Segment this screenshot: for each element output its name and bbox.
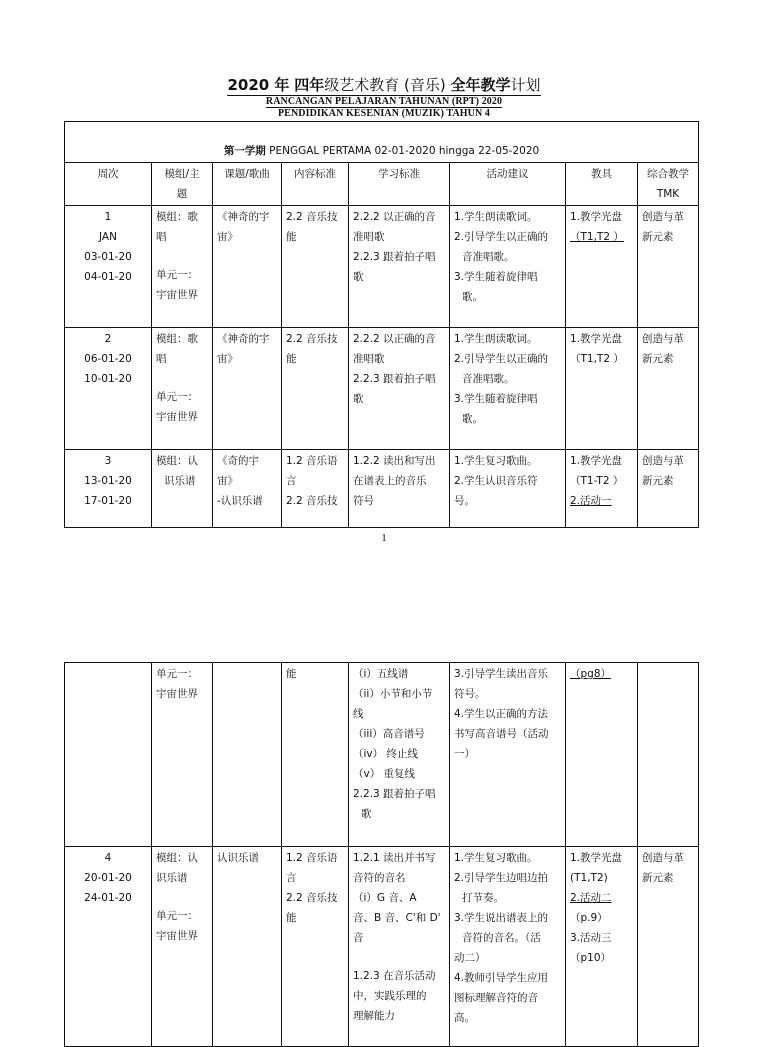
cell-tmk: 创造与革 新元素	[638, 206, 699, 328]
cell-learning: 1.2.2 读出和写出 在谱表上的音乐 符号	[349, 450, 450, 528]
page-title	[0, 74, 768, 95]
cell-content: 2.2 音乐技 能	[282, 328, 349, 450]
plan-table-page2	[64, 662, 699, 1047]
cell-activity: 1.学生复习歌曲。 2.引导学生边唱边拍 打节奏。 3.学生说出谱表上的 音符的音名。（活 动二） 4.教师引导学生应用 图标理解音符的音 高。	[450, 847, 566, 1047]
cell-week: 4 20-01-20 24-01-20	[65, 847, 152, 1047]
cell-module: 单元一： 宇宙世界	[152, 663, 213, 847]
term-dates: PENGGAL PERTAMA 02-01-2020 hingga 22-05-2020	[269, 145, 540, 157]
table-row	[65, 328, 699, 450]
header-module: 模组/主 题	[152, 163, 213, 206]
cell-tmk: 创造与革 新元素	[638, 328, 699, 450]
term-label: 第一学期	[223, 145, 266, 157]
cell-module: 模组：歌 唱 单元一： 宇宙世界	[152, 206, 213, 328]
cell-topic	[213, 663, 282, 847]
table-row	[65, 450, 699, 528]
cell-content: 能	[282, 663, 349, 847]
cell-learning: 2.2.2 以正确的音 准唱歌 2.2.3 跟着拍子唱 歌	[349, 328, 450, 450]
cell-week: 1 JAN 03-01-20 04-01-20	[65, 206, 152, 328]
title-bold: 全年教学	[450, 76, 511, 94]
cell-activity: 1.学生复习歌曲。 2.学生认识音乐符 号。	[450, 450, 566, 528]
header-learning: 学习标准	[349, 163, 450, 206]
cell-week: 2 06-01-20 10-01-20	[65, 328, 152, 450]
table-row	[65, 663, 699, 847]
cell-materials: 1.教学光盘 （T1,T2 ）	[566, 206, 638, 328]
term-banner	[65, 122, 699, 163]
title-grade: 四年	[294, 76, 325, 94]
cell-materials: 1.教学光盘 (T1,T2) 2.活动二 （p.9） 3.活动三 （p10）	[566, 847, 638, 1047]
title-mid: 级艺术教育 (音乐)	[324, 76, 446, 94]
cell-materials: 1.教学光盘 （T1,T2 ）	[566, 328, 638, 450]
cell-activity: 3.引导学生读出音乐 符号。 4.学生以正确的方法 书写高音谱号（活动 一）	[450, 663, 566, 847]
cell-topic: 《神奇的宇 宙》	[213, 206, 282, 328]
subtitle-rpt: RANCANGAN PELAJARAN TAHUNAN (RPT) 2020	[265, 96, 503, 107]
table-header-row	[65, 163, 699, 206]
cell-module: 模组：认 识乐谱	[152, 450, 213, 528]
cell-content: 1.2 音乐语 言 2.2 音乐技	[282, 450, 349, 528]
cell-week	[65, 663, 152, 847]
cell-week: 3 13-01-20 17-01-20	[65, 450, 152, 528]
header-content: 内容标准	[282, 163, 349, 206]
cell-activity: 1.学生朗读歌词。 2.引导学生以正确的 音准唱歌。 3.学生随着旋律唱 歌。	[450, 328, 566, 450]
header-activity: 活动建议	[450, 163, 566, 206]
cell-tmk: 创造与革 新元素	[638, 847, 699, 1047]
cell-topic: 《神奇的宇 宙》	[213, 328, 282, 450]
subtitle-subject: PENDIDIKAN KESENIAN (MUZIK) TAHUN 4	[277, 108, 491, 119]
cell-tmk: 创造与革 新元素	[638, 450, 699, 528]
plan-table-page1	[64, 121, 699, 528]
page-number: 1	[381, 532, 387, 544]
cell-learning: 2.2.2 以正确的音 准唱歌 2.2.3 跟着拍子唱 歌	[349, 206, 450, 328]
cell-learning: （i）五线谱 （ii）小节和小节 线 （iii）高音谱号 （iv） 终止线 （v） 重复线 2.2.3 跟着拍子唱 歌	[349, 663, 450, 847]
cell-materials: 1.教学光盘 （T1-T2 ） 2.活动一	[566, 450, 638, 528]
cell-materials: （pg8）	[566, 663, 638, 847]
cell-activity: 1.学生朗读歌词。 2.引导学生以正确的 音准唱歌。 3.学生随着旋律唱 歌。	[450, 206, 566, 328]
cell-learning: 1.2.1 读出并书写 音符的音名 （i）G 音、A 音、B 音、C'和 D' 音 1.2.3 在音乐活动 中，实践乐理的 理解能力	[349, 847, 450, 1047]
cell-tmk	[638, 663, 699, 847]
header-topic: 课题/歌曲	[213, 163, 282, 206]
cell-topic: 《奇的宇 宙》 -认识乐谱	[213, 450, 282, 528]
header-tmk: 综合教学 TMK	[638, 163, 699, 206]
header-materials: 教具	[566, 163, 638, 206]
table-row	[65, 847, 699, 1047]
header-week: 周次	[65, 163, 152, 206]
cell-topic: 认识乐谱	[213, 847, 282, 1047]
table-row	[65, 206, 699, 328]
cell-content: 2.2 音乐技 能	[282, 206, 349, 328]
cell-module: 模组：歌 唱 单元一： 宇宙世界	[152, 328, 213, 450]
cell-module: 模组：认 识乐谱 单元一： 宇宙世界	[152, 847, 213, 1047]
title-end: 计划	[510, 76, 541, 94]
title-year: 2020 年	[227, 76, 290, 94]
cell-content: 1.2 音乐语 言 2.2 音乐技 能	[282, 847, 349, 1047]
